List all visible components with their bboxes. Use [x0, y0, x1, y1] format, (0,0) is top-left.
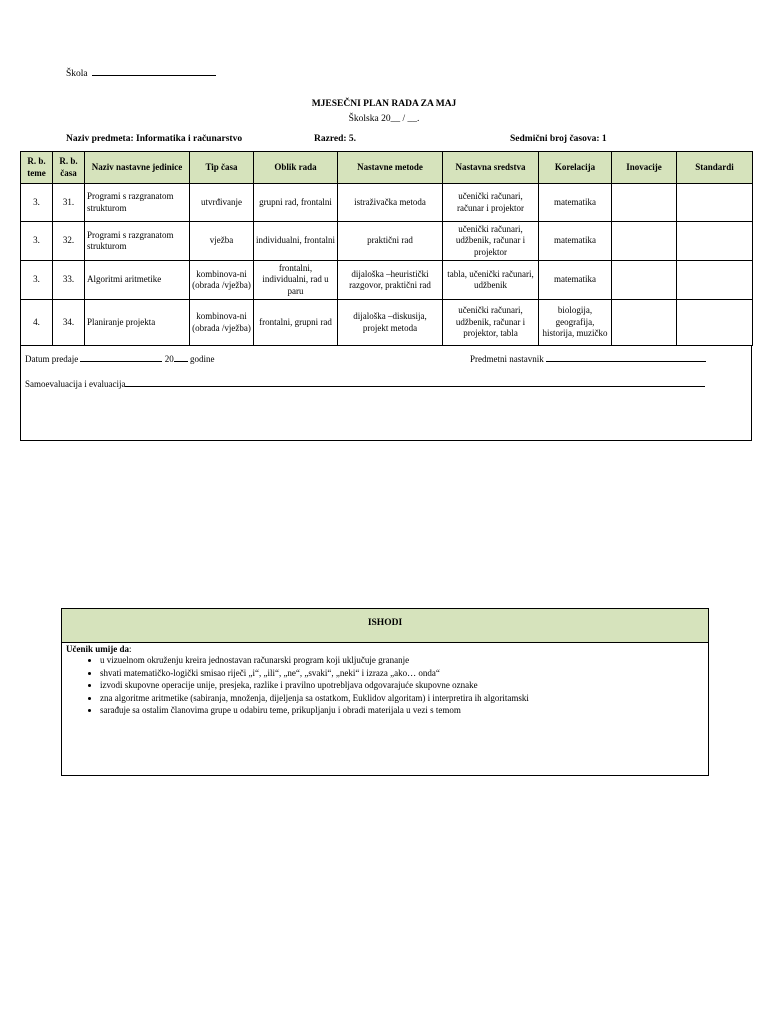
cell-topic-no: 3. [21, 261, 53, 300]
cell-topic-no: 3. [21, 184, 53, 222]
col-methods: Nastavne metode [338, 152, 443, 184]
plan-table [20, 151, 753, 346]
col-topic-no: R. b. teme [21, 152, 53, 184]
col-standards: Standardi [677, 152, 753, 184]
cell-standards [677, 222, 753, 261]
cell-lesson-type: kombinova-ni (obrada /vježba) [190, 261, 254, 300]
outcomes-lead: Učenik umije da [66, 644, 129, 654]
cell-standards [677, 300, 753, 346]
teacher-field [470, 353, 706, 364]
cell-standards [677, 261, 753, 300]
cell-methods: praktični rad [338, 222, 443, 261]
col-resources: Nastavna sredstva [443, 152, 539, 184]
year-prefix: 20 [164, 354, 174, 364]
outcomes-title: ISHODI [62, 609, 708, 643]
cell-methods: istraživačka metoda [338, 184, 443, 222]
cell-correlation: matematika [539, 222, 612, 261]
school-year: Školska 20__ / __. [348, 114, 420, 124]
teacher-blank-line [546, 353, 706, 362]
cell-resources: učenički računari, udžbenik, računar i projektor, tabla [443, 300, 539, 346]
self-evaluation-blank-line [125, 378, 705, 387]
cell-innovations [612, 222, 677, 261]
cell-resources: učenički računari, udžbenik, računar i projektor [443, 222, 539, 261]
cell-lesson-no: 33. [53, 261, 85, 300]
self-evaluation-field [25, 378, 705, 389]
weekly-hours: Sedmični broj časova: 1 [510, 134, 607, 144]
cell-work-form: individualni, frontalni [254, 222, 338, 261]
col-correlation: Korelacija [539, 152, 612, 184]
outcomes-lead-line [66, 644, 704, 654]
cell-methods: dijaloška –diskusija, projekt metoda [338, 300, 443, 346]
cell-lesson-no: 34. [53, 300, 85, 346]
teacher-label: Predmetni nastavnik [470, 354, 544, 364]
cell-innovations [612, 184, 677, 222]
col-lesson-type: Tip časa [190, 152, 254, 184]
table-row [21, 222, 753, 261]
list-item: • izvodi skupovne operacije unije, presjeka, razlike i pravilno upotrebljava odgovarajuće skupovne oznake [100, 679, 704, 692]
col-lesson-no: R. b. časa [53, 152, 85, 184]
table-row [21, 300, 753, 346]
cell-lesson-type: kombinova-ni (obrada /vježba) [190, 300, 254, 346]
table-footer [20, 346, 752, 441]
cell-work-form: grupni rad, frontalni [254, 184, 338, 222]
col-work-form: Oblik rada [254, 152, 338, 184]
cell-lesson-type: utvrđivanje [190, 184, 254, 222]
cell-unit-name: Planiranje projekta [85, 300, 190, 346]
school-label: Škola [66, 69, 88, 79]
outcomes-body [62, 643, 708, 718]
table-row [21, 184, 753, 222]
submission-date-field [25, 353, 214, 364]
col-unit-name: Naziv nastavne jedinice [85, 152, 190, 184]
list-item: • shvati matematičko-logički smisao riječi „i“, „ili“, „ne“, „svaki“, „neki“ i izraza „ako… onda“ [100, 667, 704, 680]
year-blank-line [174, 353, 188, 362]
cell-lesson-type: vježba [190, 222, 254, 261]
cell-topic-no: 3. [21, 222, 53, 261]
cell-work-form: frontalni, grupni rad [254, 300, 338, 346]
cell-lesson-no: 32. [53, 222, 85, 261]
list-item: • u vizuelnom okruženju kreira jednostavan računarski program koji uključuje grananje [100, 654, 704, 667]
outcomes-box [61, 608, 709, 776]
cell-methods: dijaloška –heuristički razgovor, praktični rad [338, 261, 443, 300]
cell-unit-name: Programi s razgranatom strukturom [85, 184, 190, 222]
cell-innovations [612, 261, 677, 300]
cell-innovations [612, 300, 677, 346]
self-evaluation-label: Samoevaluacija i evaluacija [25, 379, 126, 389]
cell-resources: učenički računari, računar i projektor [443, 184, 539, 222]
cell-unit-name: Programi s razgranatom strukturom [85, 222, 190, 261]
cell-lesson-no: 31. [53, 184, 85, 222]
cell-correlation: matematika [539, 261, 612, 300]
school-field [66, 67, 216, 79]
col-innovations: Inovacije [612, 152, 677, 184]
table-header-row [21, 152, 753, 184]
cell-topic-no: 4. [21, 300, 53, 346]
cell-correlation: matematika [539, 184, 612, 222]
cell-work-form: frontalni, individualni, rad u paru [254, 261, 338, 300]
list-item: • sarađuje sa ostalim članovima grupe u odabiru teme, prikupljanju i obradi materijala u vezi s temom [100, 704, 704, 717]
cell-resources: tabla, učenički računari, udžbenik [443, 261, 539, 300]
subject-name: Naziv predmeta: Informatika i računarstvo [66, 134, 243, 144]
year-suffix: godine [189, 354, 215, 364]
cell-correlation: biologija, geografija, historija, muzičko [539, 300, 612, 346]
list-item: • zna algoritme aritmetike (sabiranja, množenja, dijeljenja sa ostatkom, Euklidov algoritam) i interpretira ih algoritamski [100, 692, 704, 705]
document-title: MJESEČNI PLAN RADA ZA MAJ [311, 99, 457, 109]
school-blank-line [92, 67, 216, 76]
outcomes-list [66, 654, 704, 717]
submission-date-label: Datum predaje [25, 354, 79, 364]
table-row [21, 261, 753, 300]
cell-standards [677, 184, 753, 222]
date-blank-line [80, 353, 162, 362]
cell-unit-name: Algoritmi aritmetike [85, 261, 190, 300]
grade: Razred: 5. [314, 134, 357, 144]
outcomes-lead-colon: : [129, 644, 132, 654]
